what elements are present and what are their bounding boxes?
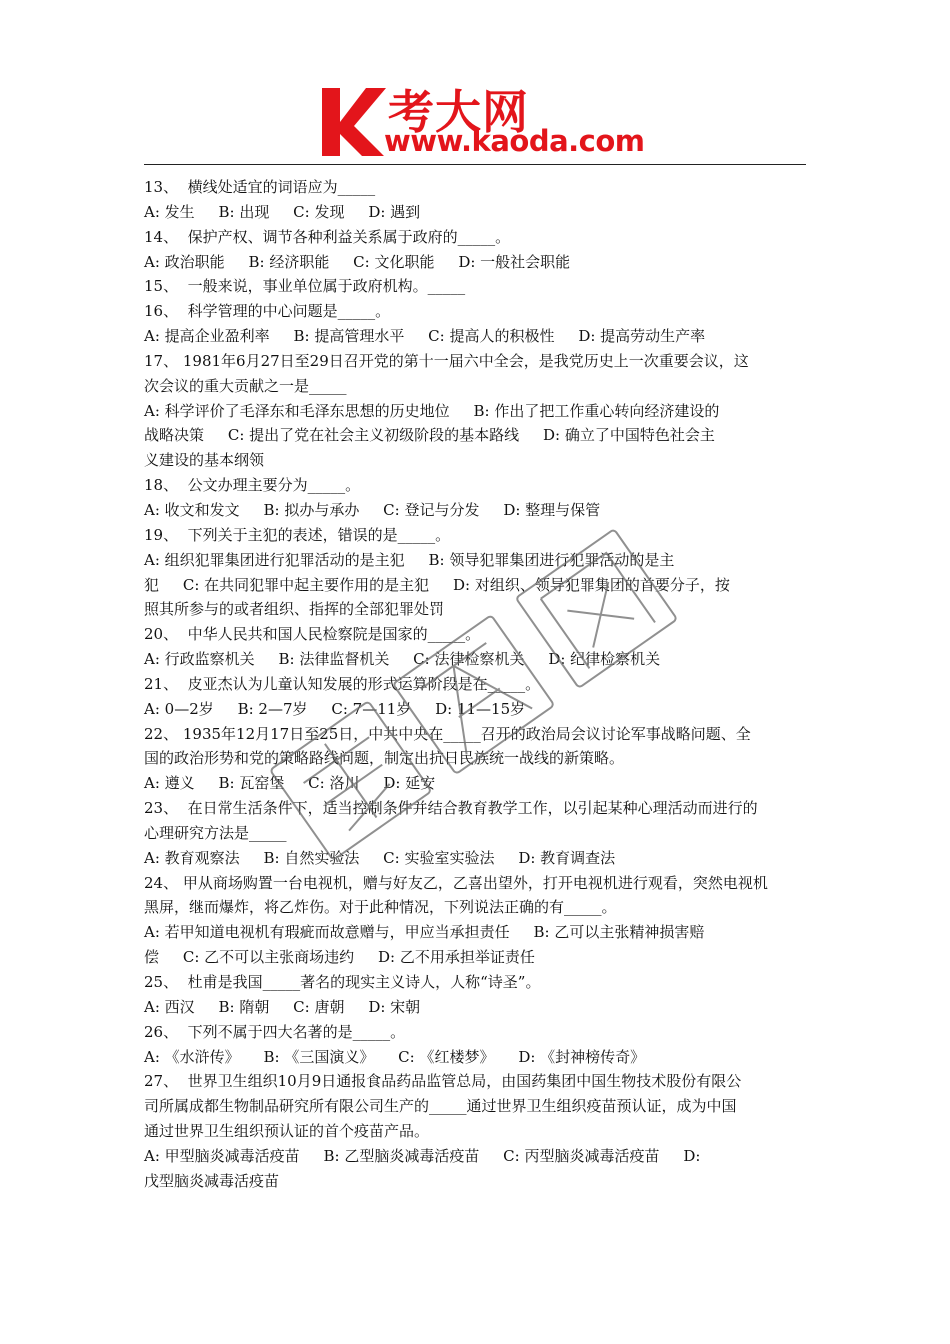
text-line: A: 科学评价了毛泽东和毛泽东思想的历史地位 B: 作出了把工作重心转向经济建设的 [144,401,720,420]
text-line: 国的政治形势和党的策略路线问题，制定出抗日民族统一战线的新策略。 [144,749,625,768]
text-line: 戊型脑炎减毒活疫苗 [144,1171,280,1190]
header-rule [144,164,806,165]
text-line: A: 提高企业盈利率 B: 提高管理水平 C: 提高人的积极性 D: 提高劳动生产率 [144,327,706,346]
text-line: A: 收文和发文 B: 拟办与承办 C: 登记与分发 D: 整理与保管 [144,500,601,519]
kaoda-logo [318,80,648,162]
text-line: 司所属成都生物制品研究所有限公司生产的_____通过世界卫生组织疫苗预认证，成为中国 [144,1097,737,1116]
text-line: 18、 公文办理主要分为_____。 [144,476,361,495]
text-line: 20、 中华人民共和国人民检察院是国家的_____。 [144,625,481,644]
logo-chinese-name: 考大网 [388,85,529,139]
text-line: A: 若甲知道电视机有瑕疵而故意赠与，甲应当承担责任 B: 乙可以主张精神损害赔 [144,923,705,942]
text-line: 16、 科学管理的中心问题是_____。 [144,302,391,321]
text-line: A: 0—2岁 B: 2—7岁 C: 7—11岁 D: 11—15岁 [144,699,526,718]
text-line: 照其所参与的或者组织、指挥的全部犯罪处罚 [144,600,445,619]
text-line: A: 政治职能 B: 经济职能 C: 文化职能 D: 一般社会职能 [144,252,571,271]
text-line: 义建设的基本纲领 [144,451,265,470]
logo-url: www.kaoda.com [384,124,645,158]
text-line: 13、 横线处适宜的词语应为_____ [144,178,376,196]
text-line: 27、 世界卫生组织10月9日通报食品药品监管总局，由国药集团中国生物技术股份有限公 [144,1072,742,1091]
text-line: A: 组织犯罪集团进行犯罪活动的是主犯 B: 领导犯罪集团进行犯罪活动的是主 [144,550,675,569]
text-line: 23、 在日常生活条件下，适当控制条件并结合教育教学工作，以引起某种心理活动而进行的 [144,799,758,818]
text-line: 犯 C: 在共同犯罪中起主要作用的是主犯 D: 对组织、领导犯罪集团的首要分子，按 [144,575,730,594]
text-line: 22、 1935年12月17日至25日，中共中央在_____召开的政治局会议讨论军事战略问题、全 [144,724,751,743]
text-line: A: 遵义 B: 瓦窑堡 C: 洛川 D: 延安 [144,774,436,793]
text-line: 通过世界卫生组织预认证的首个疫苗产品。 [144,1122,430,1141]
text-line: 17、 1981年6月27日至29日召开党的第十一届六中全会，是我党历史上一次重要会议，这 [144,351,749,370]
text-line: 25、 杜甫是我国_____著名的现实主义诗人，人称“诗圣”。 [144,973,541,991]
k-logo-icon [318,82,390,160]
question-list [144,175,808,1194]
text-line: 21、 皮亚杰认为儿童认知发展的形式运算阶段是在_____。 [144,674,541,693]
text-line: 26、 下列不属于四大名著的是_____。 [144,1022,406,1041]
text-line: 14、 保护产权、调节各种利益关系属于政府的_____。 [144,227,511,246]
text-line: 偿 C: 乙不可以主张商场违约 D: 乙不用承担举证责任 [144,948,535,967]
text-line: A: 《水浒传》 B: 《三国演义》 C: 《红楼梦》 D: 《封神榜传奇》 [144,1047,646,1066]
text-line: 次会议的重大贡献之一是_____ [144,376,347,395]
text-line: A: 西汉 B: 隋朝 C: 唐朝 D: 宋朝 [144,997,421,1016]
text-line: A: 教育观察法 B: 自然实验法 C: 实验室实验法 D: 教育调查法 [144,848,616,867]
text-line: 心理研究方法是_____ [144,823,287,842]
text-line: 15、 一般来说，事业单位属于政府机构。_____ [144,277,466,296]
text-line: A: 甲型脑炎减毒活疫苗 B: 乙型脑炎减毒活疫苗 C: 丙型脑炎减毒活疫苗 D: [144,1146,701,1165]
text-line: A: 行政监察机关 B: 法律监督机关 C: 法律检察机关 D: 纪律检察机关 [144,650,661,669]
text-line: 黑屏，继而爆炸，将乙炸伤。对于此种情况，下列说法正确的有_____。 [144,898,617,917]
text-line: 19、 下列关于主犯的表述，错误的是_____。 [144,525,451,544]
text-line: A: 发生 B: 出现 C: 发现 D: 遇到 [144,202,421,221]
text-line: 战略决策 C: 提出了党在社会主义初级阶段的基本路线 D: 确立了中国特色社会主 [144,426,715,445]
text-line: 24、 甲从商场购置一台电视机，赠与好友乙，乙喜出望外，打开电视机进行观看，突然电视机 [144,873,768,892]
